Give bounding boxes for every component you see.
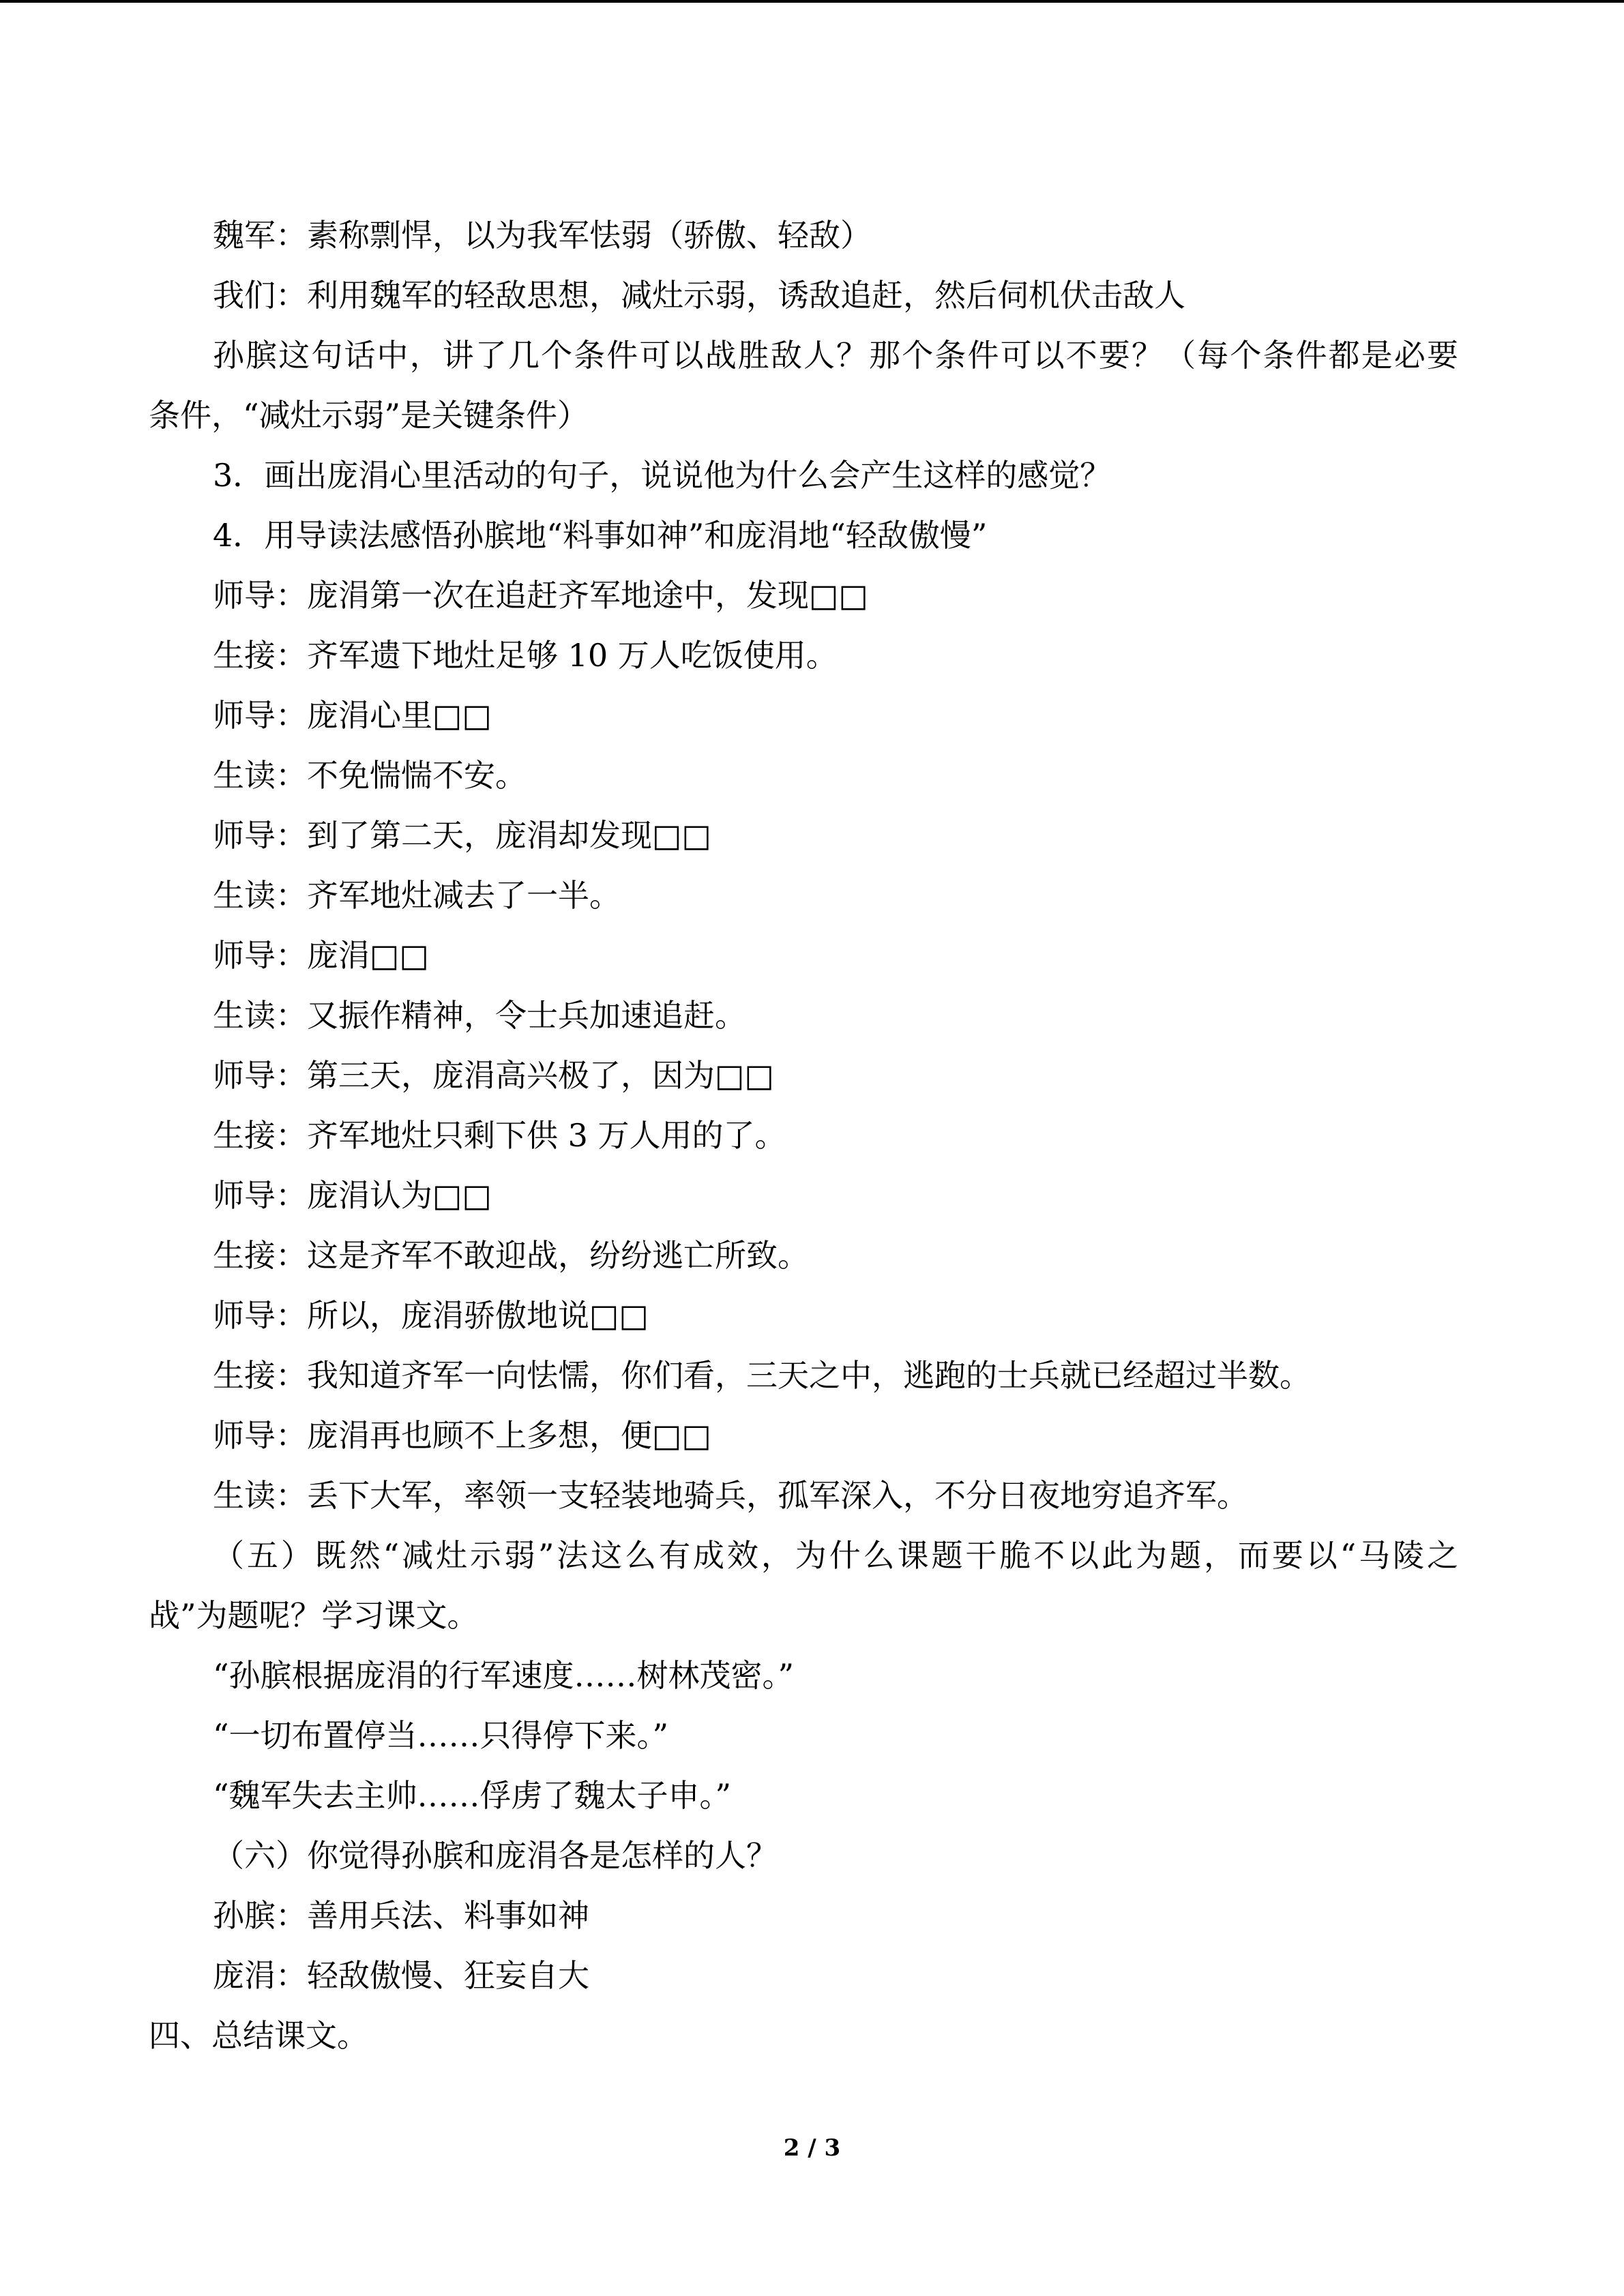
dialogue-line: 生接：齐军地灶只剩下供 3 万人用的了。 [213, 1117, 786, 1154]
paragraph-line: 条件，“减灶示弱”是关键条件） [149, 397, 589, 434]
paragraph-line: 战”为题呢？学习课文。 [149, 1597, 479, 1634]
paragraph-line: 庞涓：轻敌傲慢、狂妄自大 [213, 1957, 589, 1994]
quote-line: “魏军失去主帅……俘虏了魏太子申。” [213, 1777, 732, 1814]
paragraph-line: （五）既然“减灶示弱”法这么有成效，为什么课题干脆不以此为题，而要以“马陵之 [213, 1537, 1458, 1574]
dialogue-line: 师导：庞涓第一次在追赶齐军地途中，发现□□ [213, 577, 868, 614]
dialogue-line: 师导：到了第二天，庞涓却发现□□ [213, 817, 711, 854]
page-number: 2 / 3 [783, 2134, 841, 2162]
dialogue-line: 师导：庞涓认为□□ [213, 1177, 492, 1214]
dialogue-line: 师导：庞涓□□ [213, 937, 429, 974]
dialogue-line: 生接：这是齐军不敢迎战，纷纷逃亡所致。 [213, 1237, 809, 1274]
section-heading: 四、总结课文。 [149, 2017, 368, 2054]
paragraph-line: 孙膑：善用兵法、料事如神 [213, 1897, 589, 1934]
dialogue-line: 生读：不免惴惴不安。 [213, 757, 527, 794]
dialogue-line: 生读：又振作精神，令士兵加速追赶。 [213, 997, 746, 1034]
dialogue-line: 生读：丢下大军，率领一支轻装地骑兵，孤军深入，不分日夜地穷追齐军。 [213, 1477, 1248, 1514]
top-border-rule [0, 0, 1624, 3]
paragraph-line: 魏军：素称剽悍，以为我军怯弱（骄傲、轻敌） [213, 217, 872, 254]
paragraph-line: 我们：利用魏军的轻敌思想，减灶示弱，诱敌追赶，然后伺机伏击敌人 [213, 277, 1185, 314]
dialogue-line: 师导：庞涓再也顾不上多想，便□□ [213, 1417, 711, 1454]
dialogue-line: 师导：庞涓心里□□ [213, 697, 492, 734]
dialogue-line: 生读：齐军地灶减去了一半。 [213, 877, 621, 914]
paragraph-line: 4．用导读法感悟孙膑地“料事如神”和庞涓地“轻敌傲慢” [213, 517, 988, 554]
paragraph-line: （六）你觉得孙膑和庞涓各是怎样的人？ [213, 1837, 778, 1874]
paragraph-line: 3．画出庞涓心里活动的句子，说说他为什么会产生这样的感觉？ [213, 457, 1112, 494]
dialogue-line: 生接：我知道齐军一向怯懦，你们看，三天之中，逃跑的士兵就已经超过半数。 [213, 1357, 1311, 1394]
dialogue-line: 师导：所以，庞涓骄傲地说□□ [213, 1297, 649, 1334]
quote-line: “一切布置停当……只得停下来。” [213, 1717, 669, 1754]
dialogue-line: 师导：第三天，庞涓高兴极了，因为□□ [213, 1057, 774, 1094]
paragraph-line: 孙膑这句话中，讲了几个条件可以战胜敌人？那个条件可以不要？（每个条件都是必要 [213, 337, 1458, 374]
dialogue-line: 生接：齐军遗下地灶足够 10 万人吃饭使用。 [213, 637, 838, 674]
quote-line: “孙膑根据庞涓的行军速度……树林茂密。” [213, 1657, 795, 1694]
